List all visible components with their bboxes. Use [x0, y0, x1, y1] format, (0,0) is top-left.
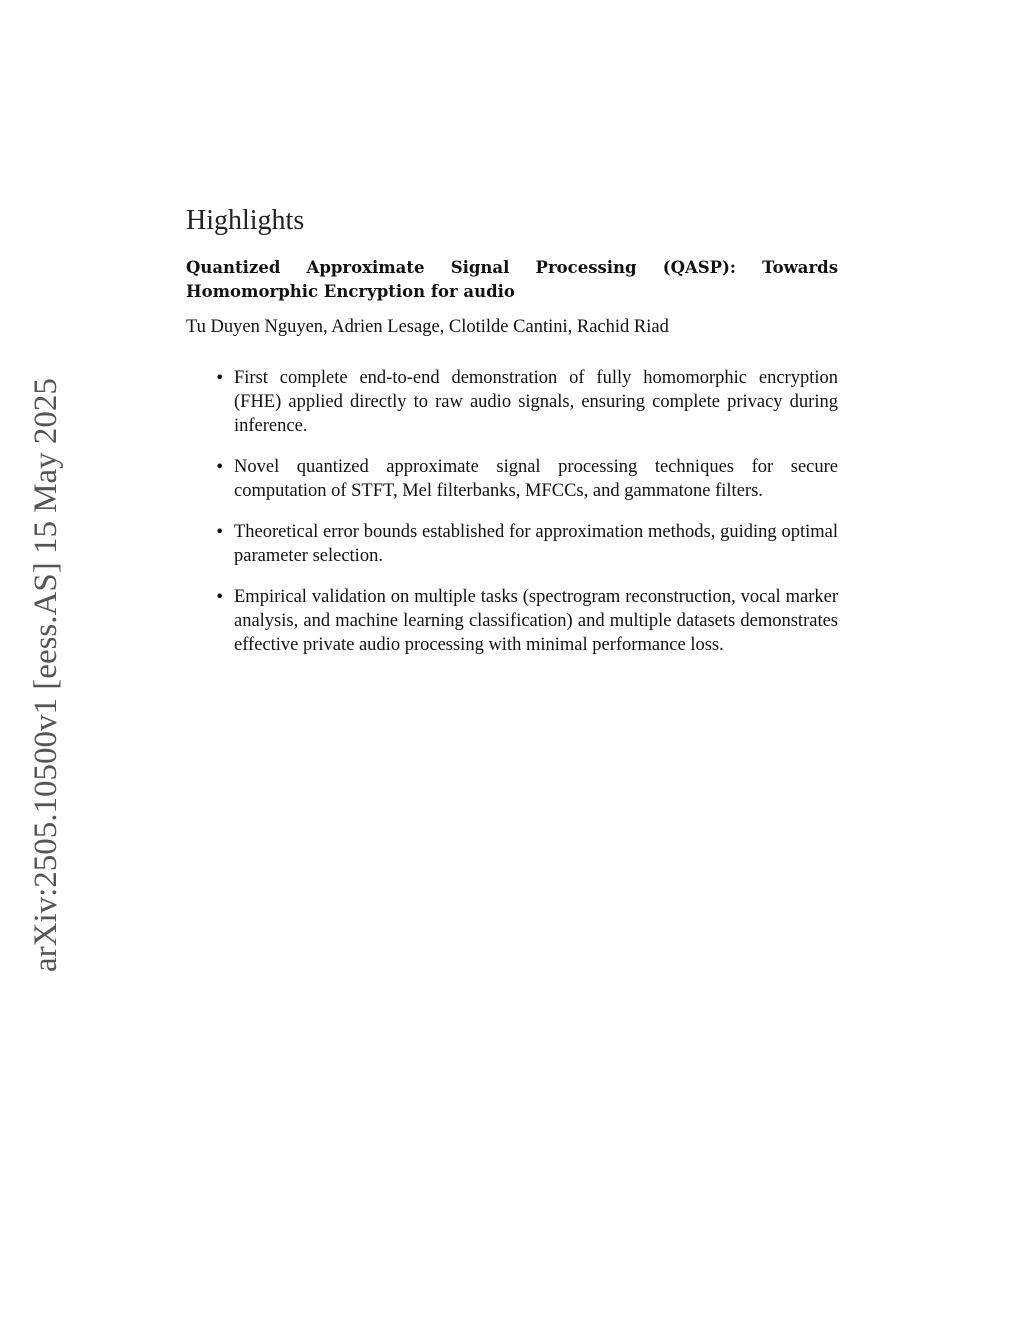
highlight-item [186, 366, 838, 438]
highlight-text: First complete end-to-end demonstration of fully homomorphic encryption (FHE) applied directly to raw audio signals, ensuring complete privacy during inference. [234, 368, 838, 436]
highlight-item [186, 585, 838, 657]
bullet-icon: • [215, 587, 225, 606]
arxiv-identifier-stamp [24, 350, 68, 972]
highlight-item [186, 520, 838, 568]
arxiv-identifier-text: arXiv:2505.10500v1 [eess.AS] 15 May 2025 [28, 378, 64, 972]
bullet-icon: • [215, 457, 225, 476]
highlights-list [186, 366, 838, 657]
highlight-text: Empirical validation on multiple tasks (spectrogram reconstruction, vocal marker analysis, and machine learning classification) and multiple datasets demonstrates effective private audio processing with minimal performance loss. [234, 587, 838, 655]
highlight-item [186, 455, 838, 503]
highlight-text: Theoretical error bounds established for approximation methods, guiding optimal parameter selection. [234, 522, 838, 566]
section-heading: Highlights [186, 205, 305, 236]
paper-title: Quantized Approximate Signal Processing (QASP): Towards Homomorphic Encryption for audio [186, 258, 838, 301]
highlights-page [186, 204, 838, 674]
bullet-icon: • [215, 368, 225, 387]
author-list: Tu Duyen Nguyen, Adrien Lesage, Clotilde Cantini, Rachid Riad [186, 317, 669, 337]
highlight-text: Novel quantized approximate signal processing techniques for secure computation of STFT, Mel filterbanks, MFCCs, and gammatone filters. [234, 457, 838, 501]
bullet-icon: • [215, 522, 225, 541]
